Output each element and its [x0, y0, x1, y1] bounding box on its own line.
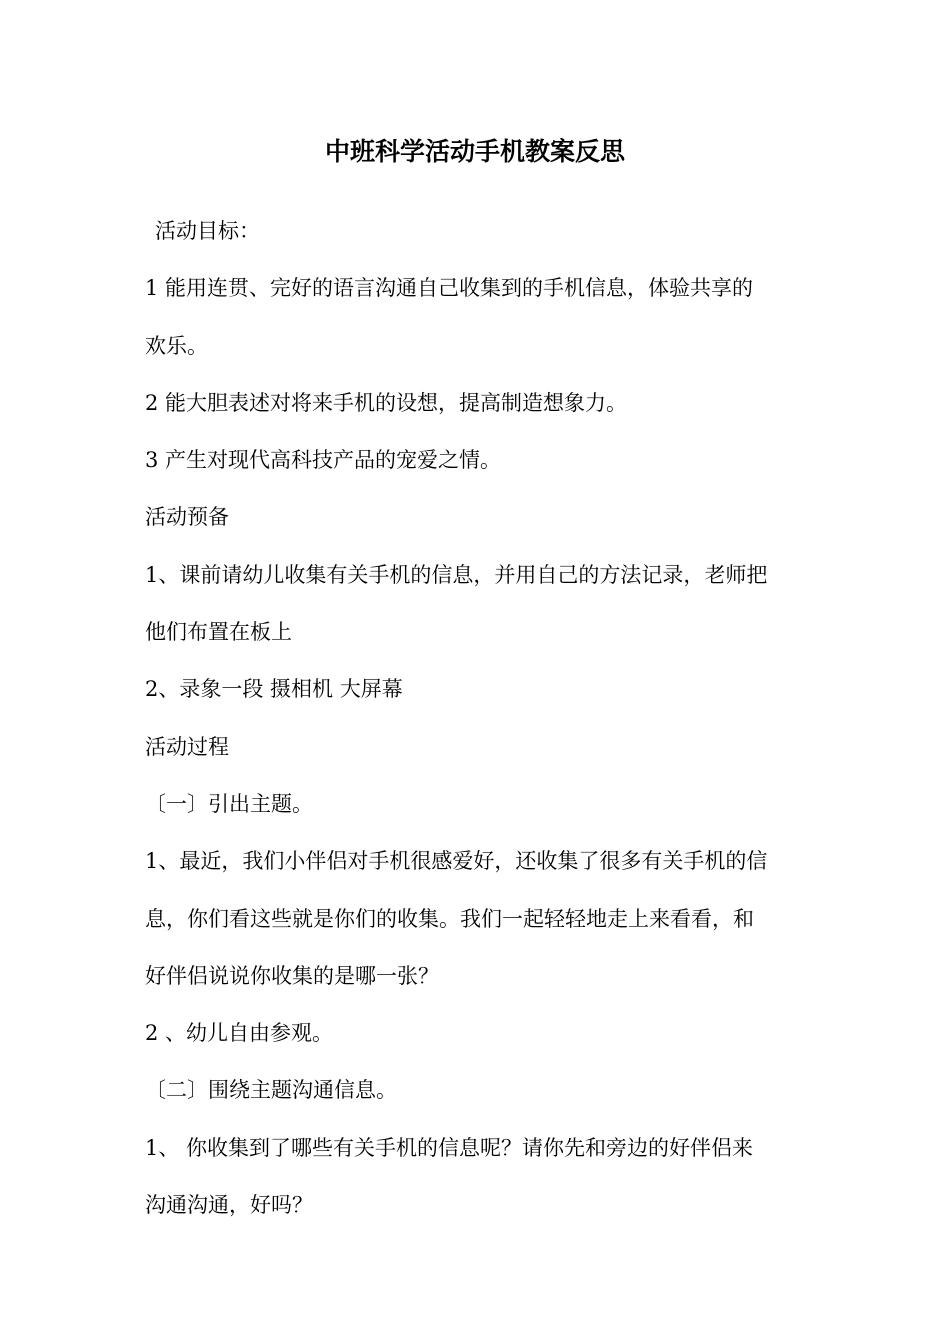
- section-heading-goals: 活动目标：: [155, 219, 260, 243]
- paragraph-line: 息，你们看这些就是你们的收集。我们一起轻轻地走上来看看，和: [145, 906, 754, 931]
- paragraph-line: 2、录象一段 摄相机 大屏幕: [145, 677, 403, 702]
- paragraph-line: 1、 你收集到了哪些有关手机的信息呢？请你先和旁边的好伴侣来: [145, 1135, 754, 1160]
- paragraph-line: 1、课前请幼儿收集有关手机的信息，并用自己的方法记录，老师把: [145, 562, 768, 587]
- subsection-heading: 〔一〕引出主题。: [145, 791, 313, 816]
- paragraph-line: 欢乐。: [145, 333, 208, 358]
- section-heading-process: 活动过程: [145, 734, 229, 759]
- document-body: [145, 203, 810, 1234]
- paragraph-line: 沟通沟通，好吗？: [145, 1193, 313, 1218]
- paragraph-line: 好伴侣说说你收集的是哪一张？: [145, 963, 439, 988]
- document-title: 中班科学活动手机教案反思: [324, 137, 625, 166]
- paragraph-line: 2 能大胆表述对将来手机的设想，提高制造想象力。: [145, 390, 628, 415]
- paragraph-line: 他们布置在板上: [145, 620, 292, 645]
- section-heading-preparation: 活动预备: [145, 505, 229, 530]
- paragraph-line: 2 、幼儿自由参观。: [145, 1021, 334, 1046]
- paragraph-line: 1、最近，我们小伴侣对手机很感爱好，还收集了很多有关手机的信: [145, 849, 768, 874]
- paragraph-line: 1 能用连贯、完好的语言沟通自己收集到的手机信息，体验共享的: [145, 276, 754, 301]
- paragraph-line: 3 产生对现代高科技产品的宠爱之情。: [145, 448, 502, 473]
- subsection-heading: 〔二〕围绕主题沟通信息。: [145, 1078, 397, 1103]
